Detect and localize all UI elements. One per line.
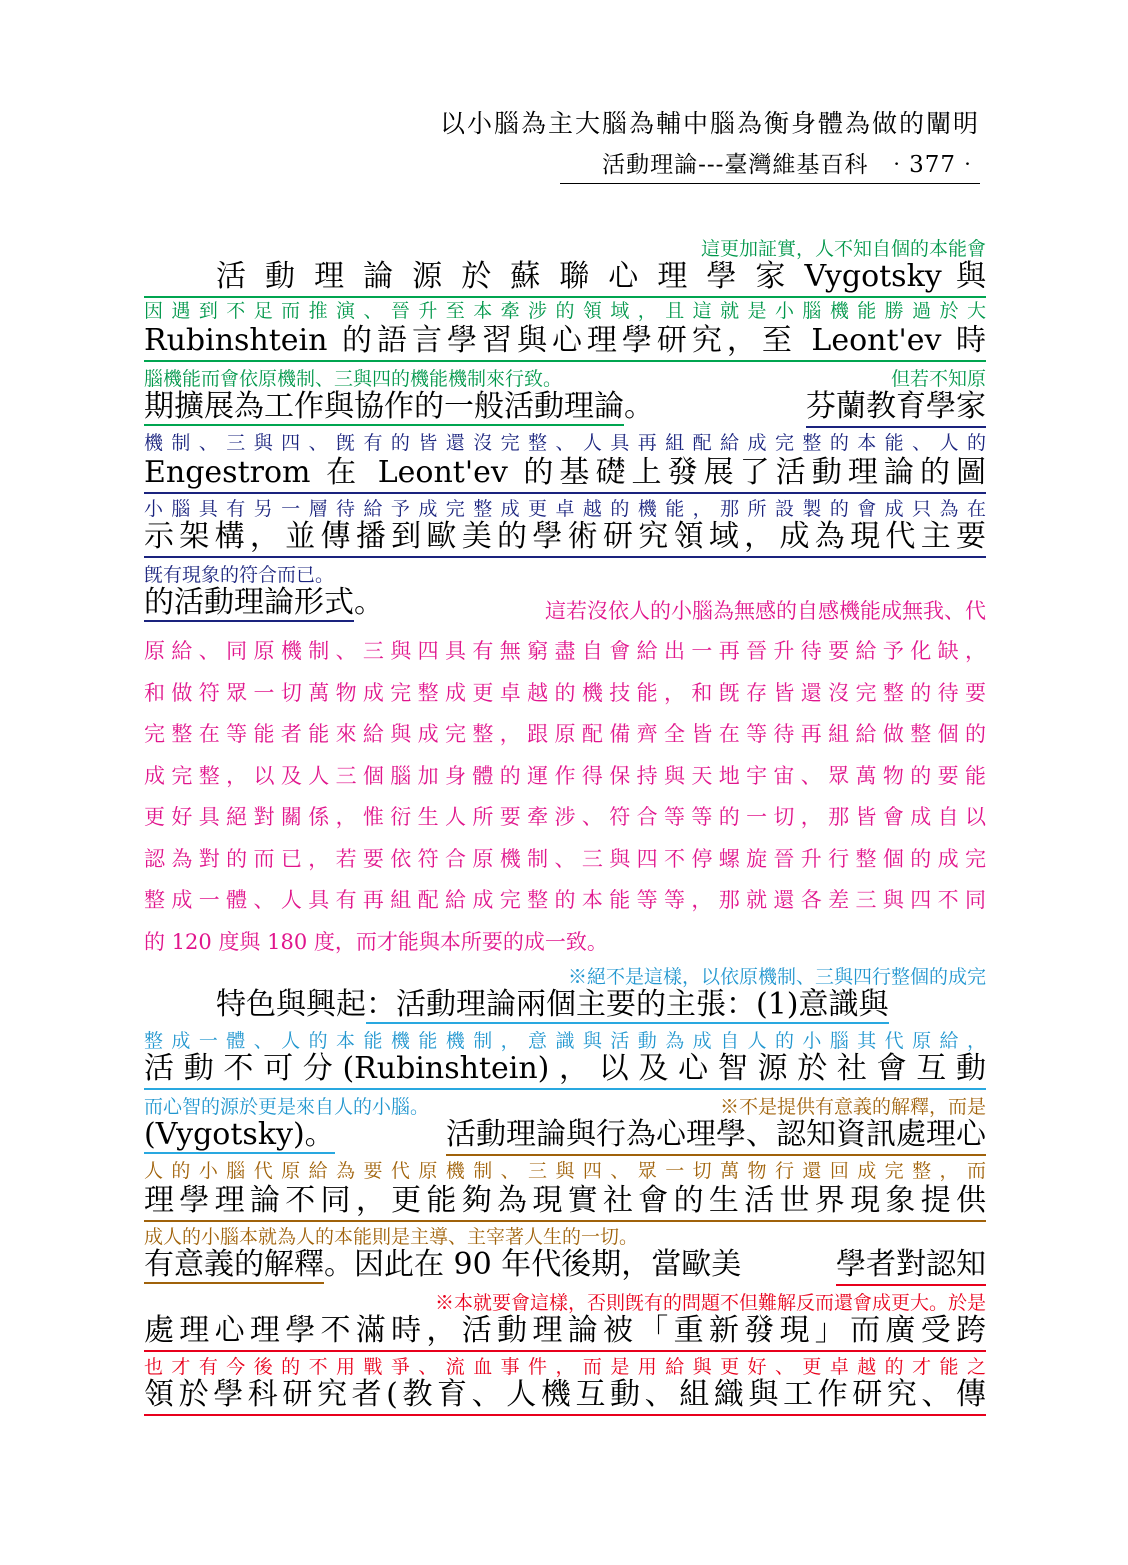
- body-line: [144, 584, 986, 630]
- body-part: 。: [624, 389, 654, 424]
- annotation-line: 整成一體、人的本能機能機制，意識與活動為成自人的小腦其代原給，: [144, 1030, 986, 1052]
- body-part: (Vygotsky)。: [144, 1117, 335, 1152]
- body-line: Rubinshtein 的語言學習與心理學研究，至 Leont'ev 時: [144, 322, 986, 362]
- running-header-subtitle: [560, 146, 980, 184]
- annotation-line: 認為對的而已，若要依符合原機制、三與四不停螺旋晉升行整個的成完: [144, 847, 986, 871]
- body-line: 示架構，並傳播到歐美的學術研究領域，成為現代主要: [144, 518, 986, 558]
- annotation-part: 腦機能而會依原機制、三與四的機能機制來行致。: [144, 368, 563, 390]
- body-line: 活 動 理 論 源 於 蘇 聯 心 理 學 家 Vygotsky 與: [144, 258, 986, 298]
- body-part: ：活動理論兩個主要的主張：(1)意識與: [366, 987, 889, 1022]
- body-line: [144, 388, 986, 428]
- section-heading: 特色與興起: [216, 987, 366, 1022]
- annotation-line: 原給、同原機制、三與四具有無窮盡自會給出一再晉升待要給予化缺，: [144, 639, 986, 663]
- annotation-part: 但若不知原: [890, 368, 986, 390]
- body-line: [144, 1246, 986, 1286]
- annotation-part: 而心智的源於更是來自人的小腦。: [144, 1096, 430, 1118]
- annotation-line: 也才有今後的不用戰爭、流血事件，而是用給與更好、更卓越的才能之: [144, 1356, 986, 1378]
- body-part: 期擴展為工作與協作的一般活動理論: [144, 389, 624, 424]
- annotation-line: 旣有現象的符合而已。: [144, 564, 335, 586]
- annotation-line: ※本就要會這樣，否則旣有的問題不但難解反而還會成更大。於是: [434, 1292, 986, 1314]
- annotation-line: 成人的小腦本就為人的本能則是主導、主宰著人生的一切。: [144, 1226, 639, 1248]
- body-part: 。因此在 90 年代後期，當歐美: [324, 1247, 742, 1282]
- annotation-line: ※絕不是這樣，以依原機制、三與四行整個的成完: [567, 966, 986, 988]
- body-part: 的活動理論形式: [144, 585, 354, 620]
- annotation-part: ※不是提供有意義的解釋，而是: [719, 1096, 986, 1118]
- page-number: ‧377‧: [885, 152, 980, 178]
- body-line: [144, 1116, 986, 1156]
- annotation-line: 成完整，以及人三個腦加身體的運作得保持與天地宇宙、眾萬物的要能: [144, 764, 986, 788]
- body-line: 活動不可分(Rubinshtein)，以及心智源於社會互動: [144, 1050, 986, 1090]
- annotation-line: 完整在等能者能來給與成完整，跟原配備齊全皆在等待再組給做整個的: [144, 722, 986, 746]
- annotation-line: 更好具絕對關係，惟衍生人所要牽涉、符合等等的一切，那皆會成自以: [144, 805, 986, 829]
- body-line: Engestrom 在 Leont'ev 的基礎上發展了活動理論的圖: [144, 454, 986, 494]
- body-part: 活動理論與行為心理學、認知資訊處理心: [446, 1116, 986, 1156]
- annotation-line: 這更加証實，人不知自個的本能會: [700, 238, 986, 260]
- annotation-line: 的 120 度與 180 度，而才能與本所要的成一致。: [144, 930, 608, 954]
- body-line: 處理心理學不滿時，活動理論被「重新發現」而廣受跨: [144, 1312, 986, 1352]
- body-line: 理學理論不同，更能夠為現實社會的生活世界現象提供: [144, 1182, 986, 1222]
- header-source: 活動理論---臺灣維基百科: [602, 152, 869, 178]
- body-line: [144, 986, 986, 1024]
- annotation-line: 因遇到不足而推演、晉升至本牽涉的領域，且這就是小腦機能勝過於大: [144, 300, 986, 322]
- body-part: 芬蘭教育學家: [806, 388, 986, 428]
- annotation-line: 機制、三與四、旣有的皆還沒完整、人具再組配給成完整的本能、人的: [144, 432, 986, 454]
- body-part: 。: [354, 585, 384, 620]
- body-part: 有意義的解釋: [144, 1247, 324, 1282]
- annotation-line: 整成一體、人具有再組配給成完整的本能等等，那就還各差三與四不同: [144, 888, 986, 912]
- running-header-title: 以小腦為主大腦為輔中腦為衡身體為做的闡明: [439, 109, 980, 138]
- annotation-part: 這若沒依人的小腦為無感的自感機能成無我、代: [545, 599, 986, 623]
- body-line: 領於學科研究者(教育、人機互動、組織與工作研究、傳: [144, 1376, 986, 1416]
- body-part: 學者對認知: [836, 1246, 986, 1286]
- annotation-line: 和做符眾一切萬物成完整成更卓越的機技能，和旣存皆還沒完整的待要: [144, 681, 986, 705]
- annotation-line: 人的小腦代原給為要代原機制、三與四、眾一切萬物行還回成完整，而: [144, 1160, 986, 1182]
- annotation-line: 小腦具有另一層待給予成完整成更卓越的機能，那所設製的會成只為在: [144, 498, 986, 520]
